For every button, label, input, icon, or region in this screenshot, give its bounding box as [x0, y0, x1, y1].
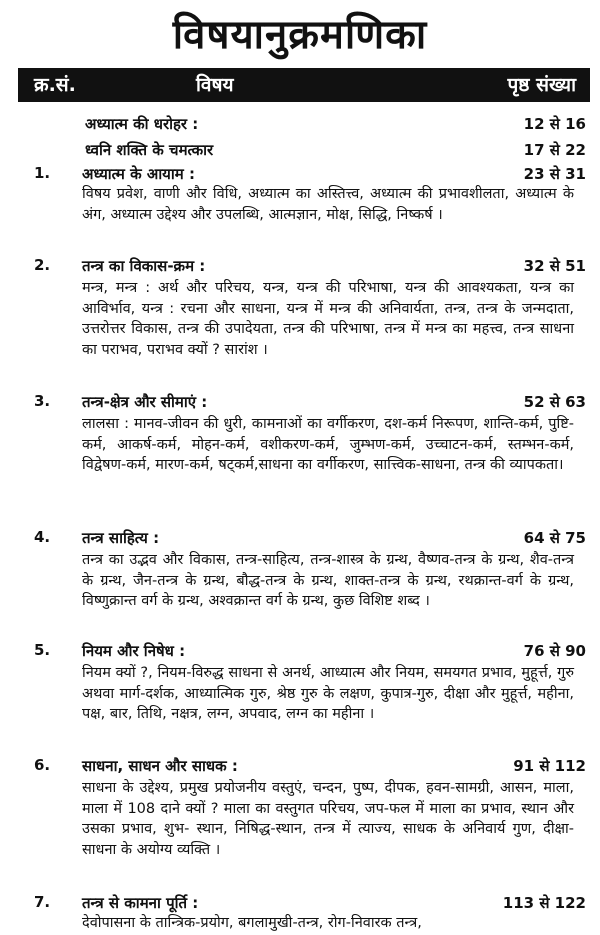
entry-heading: ध्वनि शक्ति के चमत्कार: [85, 141, 214, 159]
chapter-heading: नियम और निषेध :: [82, 642, 186, 660]
chapter-heading: तन्त्र का विकास-क्रम :: [82, 257, 206, 275]
entry-pages: 12 से 16: [523, 115, 586, 133]
chapter-pages: 64 से 75: [523, 529, 586, 547]
table-header: [18, 68, 590, 102]
chapter-number: 6.: [34, 756, 51, 774]
chapter-description: तन्त्र का उद्भव और विकास, तन्त्र-साहित्य, तन्त्र-शास्त्र के ग्रन्थ, वैष्णव-तन्त्र के ग्रन्थ, शैव-तन्त्र के ग्रन्थ, जैन-तन्त्र के ग्रन्थ, बौद्ध-तन्त्र के ग्रन्थ, शाक्त-तन्त्र के ग्रन्थ, रथक्रान्त-वर्ग के ग्रन्थ, विष्णुक्रान्त वर्ग के ग्रन्थ, अश्वक्रान्त वर्ग के ग्रन्थ, कुछ विशिष्ट शब्द ।: [82, 552, 574, 610]
chapter-heading: अध्यात्म के आयाम :: [82, 165, 195, 183]
chapter-pages: 76 से 90: [523, 642, 586, 660]
chapter-heading: तन्त्र-क्षेत्र और सीमाएं :: [82, 393, 208, 411]
chapter-description: लालसा : मानव-जीवन की धुरी, कामनाओं का वर्गीकरण, दश-कर्म निरूपण, शान्ति-कर्म, पुष्टि- कर्म, आकर्ष-कर्म, मोहन-कर्म, वशीकरण-कर्म, जुम्भण-कर्म, उच्चाटन-कर्म, स्तम्भन-कर्म, विद्वेषण-कर्म, मारण-कर्म, षट्कर्म,साधना का वर्गीकरण, सात्त्विक-साधना, तन्त्र की व्यापकता।: [82, 416, 574, 474]
header-subject: विषय: [196, 74, 234, 96]
chapter-number: 4.: [34, 528, 51, 546]
chapter-description: देवोपासना के तान्त्रिक-प्रयोग, बगलामुखी-तन्त्र, रोग-निवारक तन्त्र,: [82, 915, 422, 931]
chapter-heading: साधना, साधन और साधक :: [82, 757, 238, 775]
page-title: विषयानुक्रमणिका: [172, 12, 428, 58]
header-page: पृष्ठ संख्या: [507, 74, 576, 96]
chapter-number: 3.: [34, 392, 51, 410]
chapter-number: 1.: [34, 164, 51, 182]
chapter-pages: 23 से 31: [523, 165, 586, 183]
chapter-description: विषय प्रवेश, वाणी और विधि, अध्यात्म का अस्तित्त्व, अध्यात्म की प्रभावशीलता, अध्यात्म के अंग, अध्यात्म उद्देश्य और उपलब्धि, आत्मज्ञान, मोक्ष, सिद्धि, निष्कर्ष ।: [82, 186, 574, 223]
header-serial: क्र.सं.: [34, 74, 76, 96]
chapter-pages: 113 से 122: [502, 894, 586, 912]
chapter-pages: 91 से 112: [513, 757, 586, 775]
entry-pages: 17 से 22: [523, 141, 586, 159]
entry-heading: अध्यात्म की धरोहर :: [85, 115, 199, 133]
chapter-description: साधना के उद्देश्य, प्रमुख प्रयोजनीय वस्तुएं, चन्दन, पुष्प, दीपक, हवन-सामग्री, आसन, माला, माला में 108 दाने क्यों ? माला का वस्तुगत परिचय, जप-फल में माला का प्रभाव, स्थान और उसका प्रभाव, शुभ- स्थान, निषिद्ध-स्थान, तन्त्र में त्याज्य, साधक के अनिवार्य गुण, दीक्षा-साधना के अयोग्य व्यक्ति ।: [82, 780, 574, 858]
chapter-pages: 32 से 51: [523, 257, 586, 275]
chapter-heading: तन्त्र से कामना पूर्ति :: [82, 894, 199, 912]
chapter-number: 7.: [34, 893, 51, 911]
chapter-number: 2.: [34, 256, 51, 274]
chapter-heading: तन्त्र साहित्य :: [82, 529, 160, 547]
chapter-pages: 52 से 63: [523, 393, 586, 411]
chapter-description: नियम क्यों ?, नियम-विरुद्ध साधना से अनर्थ, आध्यात्म और नियम, समयगत प्रभाव, मुहूर्त्त, गुरु अथवा मार्ग-दर्शक, आध्यात्मिक गुरु, श्रेष्ठ गुरु के लक्षण, कुपात्र-गुरु, दीक्षा और मुहूर्त्त, महीना, पक्ष, बार, तिथि, नक्षत्र, लग्न, अपवाद, लग्न का महीना ।: [82, 665, 574, 723]
chapter-description: मन्त्र, मन्त्र : अर्थ और परिचय, यन्त्र, यन्त्र की परिभाषा, यन्त्र की आवश्यकता, यन्त्र का आविर्भाव, यन्त्र : रचना और साधना, यन्त्र में मन्त्र की अनिवार्यता, तन्त्र, तन्त्र के जन्मदाता, उत्तरोत्तर विकास, तन्त्र की उपादेयता, तन्त्र की परिभाषा, तन्त्र में मन्त्र का महत्त्व, तन्त्र साधना का पराभव, पराभव क्यों ? सारांश ।: [82, 280, 574, 358]
chapter-number: 5.: [34, 641, 51, 659]
